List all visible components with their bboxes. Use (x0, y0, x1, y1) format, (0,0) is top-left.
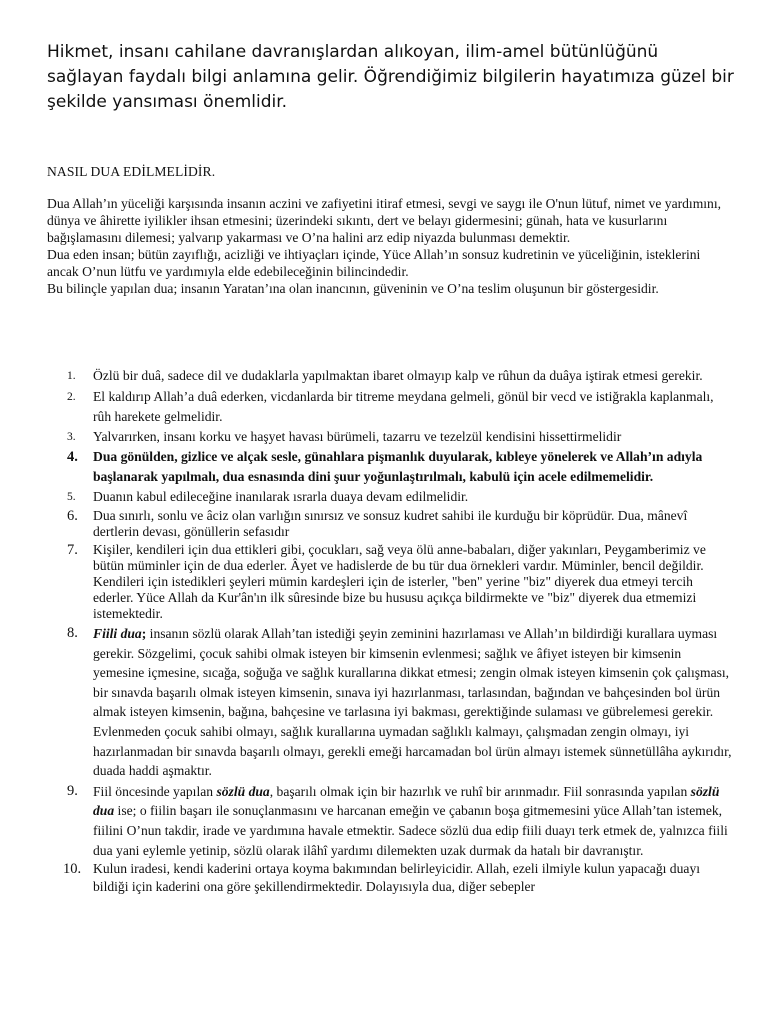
list-item-text: Dua sınırlı, sonlu ve âciz olan varlığın sınırsız ve sonsuz kudret sahibi ile kurduğu bir köprüdür. Dua, mânevî dertlerin devası, gönüllerin sefasıdır (93, 508, 688, 539)
list-item-text: Kişiler, kendileri için dua ettikleri gibi, çocukları, sağ veya ölü anne-babaları, diğer yakınları, Peygamberimiz ve bütün müminler için de dua ederler. Âyet ve hadislerde de bu tür dua örnekleri vardır. Müminler, bencil değildir. Kendileri için istedikleri şeyleri mümin kardeşleri için de isterler, "ben" yerine "biz" diyerek dua etmeyi tercih ederler. Yüce Allah da Kur'ân'ın ilk sûresinde bize bu hususu açıkça bildirmekte ve "biz" diyerek dua etmemizi istemektedir. (93, 542, 706, 621)
paragraph-3: Bu bilinçle yapılan dua; insanın Yaratan’ına olan inancının, güveninin ve O’na teslim oluşunun bir göstergesidir. (47, 281, 659, 296)
list-item-text: Fiil öncesinde yapılan (93, 783, 217, 799)
list-number: 1. (67, 370, 76, 382)
list-item (67, 427, 732, 447)
list-item (67, 487, 732, 507)
list-item (63, 860, 732, 896)
paragraph-2: Dua eden insan; bütün zayıflığı, acizliği ve ihtiyaçları içinde, Yüce Allah’ın sonsuz kudretinin ve yüceliğinin, isteklerini ancak O’nun lütfu ve yardımıyla elde edebileceğinin bilincindedir. (47, 247, 701, 279)
list-number: 4. (67, 449, 78, 465)
list-item-text: , başarılı olmak için bir hazırlık ve ruhî bir arınmadır. Fiil sonrasında yapılan (269, 783, 691, 799)
list-number: 5. (67, 491, 76, 503)
list-item-text: Dua gönülden, gizlice ve alçak sesle, günahlara pişmanlık duyularak, kıbleye yönelerek ve Allah’ın adıyla başlanarak yapılmalı, dua esnasında dini şuur yoğunlaştırılmalı, kabulü için acele edilmemelidir. (93, 449, 703, 484)
list-item (67, 542, 732, 622)
list-number: 9. (67, 782, 78, 799)
list-item-text: insanın sözlü olarak Allah’tan istediği şeyin zeminini hazırlaması ve Allah’ın bildirdiği kurallara uyması gerekir. Sözgelimi, çocuk sahibi olmak isteyen bir kimsenin evlenmesi; sağlık ve âfiyet isteyen bir kimsenin yemesine içmesine, sıcağa, soğuğa ve sağlık kurallarına dikkat etmesi; zengin olmak isteyen kimsenin çok çalışması, bir sınavda başarılı olmak isteyen kimsenin, sınava iyi hazırlanması, tarlasından, bağından ve bahçesinden bol ürün almak isteyen kimsenin, bağına, bahçesine ve tarlasına iyi bakması, gerektiğinde sulaması ve gübrelemesi gerekir. Evlenmeden çocuk sahibi olmayı, sağlık kurallarına uymadan sağlıklı kalmayı, çalışmadan zengin olmayı, iyi hazırlanmadan bir sınavda başarılı olmayı, gerekli emeği harcamadan bol ürün almayı istemek sünnetüllâha aykırıdır, duada haddi aşmaktır. (93, 626, 732, 779)
list-number: 7. (67, 542, 78, 558)
dua-list (63, 366, 732, 896)
list-number: 8. (67, 625, 78, 641)
list-number: 10. (63, 861, 82, 878)
list-item-lead-sep: ; (141, 626, 147, 641)
list-item-emphasis: sözlü dua (216, 783, 270, 799)
list-item (67, 624, 732, 781)
list-item (67, 508, 732, 540)
list-item-text: Duanın kabul edileceğine inanılarak ısrarla duaya devam edilmelidir. (93, 489, 469, 504)
paragraph-1: Dua Allah’ın yüceliği karşısında insanın aczini ve zafiyetini itiraf etmesi, sevgi ve saygı ile O'nun lütuf, nimet ve yardımını, dünya ve âhirette iyilikler ihsan etmesini; üzerindeki sıkıntı, dert ve belayı gidermesini; günah, hata ve kusurlarını bağışlamasını dilemesi; yalvarıp yakarması ve O’na halini arz edip niyazda bulunması demektir. (47, 196, 722, 245)
intro-paragraph (47, 195, 727, 297)
list-item (67, 366, 732, 386)
list-item-text: El kaldırıp Allah’a duâ ederken, vicdanlarda bir titreme meydana gelmeli, gönül bir vecd ve istiğrakla kaplanmalı, rûh harekete gelmelidir. (93, 389, 714, 424)
list-item (67, 782, 732, 860)
list-item (67, 387, 732, 427)
list-item-text: Kulun iradesi, kendi kaderini ortaya koyma bakımından belirleyicidir. Allah, ezeli ilmiyle kulun yapacağı duayı bildiği için kaderini ona göre şekillendirmektedir. Dolayısıyla dua, diğer sebepler (93, 861, 701, 895)
list-number: 3. (67, 431, 76, 443)
section-heading: NASIL DUA EDİLMELİDİR. (47, 164, 216, 179)
list-item-text: Özlü bir duâ, sadece dil ve dudaklarla yapılmaktan ibaret olmayıp kalp ve rûhun da duâya iştirak etmesi gerekir. (93, 368, 703, 383)
intro-text: Hikmet, insanı cahilane davranışlardan alıkoyan, ilim-amel bütünlüğünü sağlayan faydalı bilgi anlamına gelir. Öğrendiğimiz bilgilerin hayatımıza güzel bir şekilde yansıması önemlidir. (47, 42, 734, 112)
list-item-lead: Fiili dua (93, 626, 142, 641)
list-item-text: ise; o fiilin başarı ile sonuçlanmasını ve harcanan emeğin ve çabanın boşa gitmemesini yüce Allah’tan istemek, fiilini O’nun takdir, irade ve yardımına havale etmektir. Sadece sözlü dua edip fiili duayı terk etmek de, yalnızca fiili dua yani eylemle yetinip, sözlü olarak ilâhî yardımı dilemekten uzak durmak da hatalı bir davranıştır. (93, 803, 728, 858)
list-number: 2. (67, 391, 76, 403)
list-item-emphasis: sözlü dua (93, 783, 720, 819)
list-number: 6. (67, 508, 78, 524)
list-item (67, 447, 732, 487)
list-item-text: Yalvarırken, insanı korku ve haşyet havası bürümeli, tazarru ve tezelzül kendisini hissettirmelidir (93, 429, 622, 444)
